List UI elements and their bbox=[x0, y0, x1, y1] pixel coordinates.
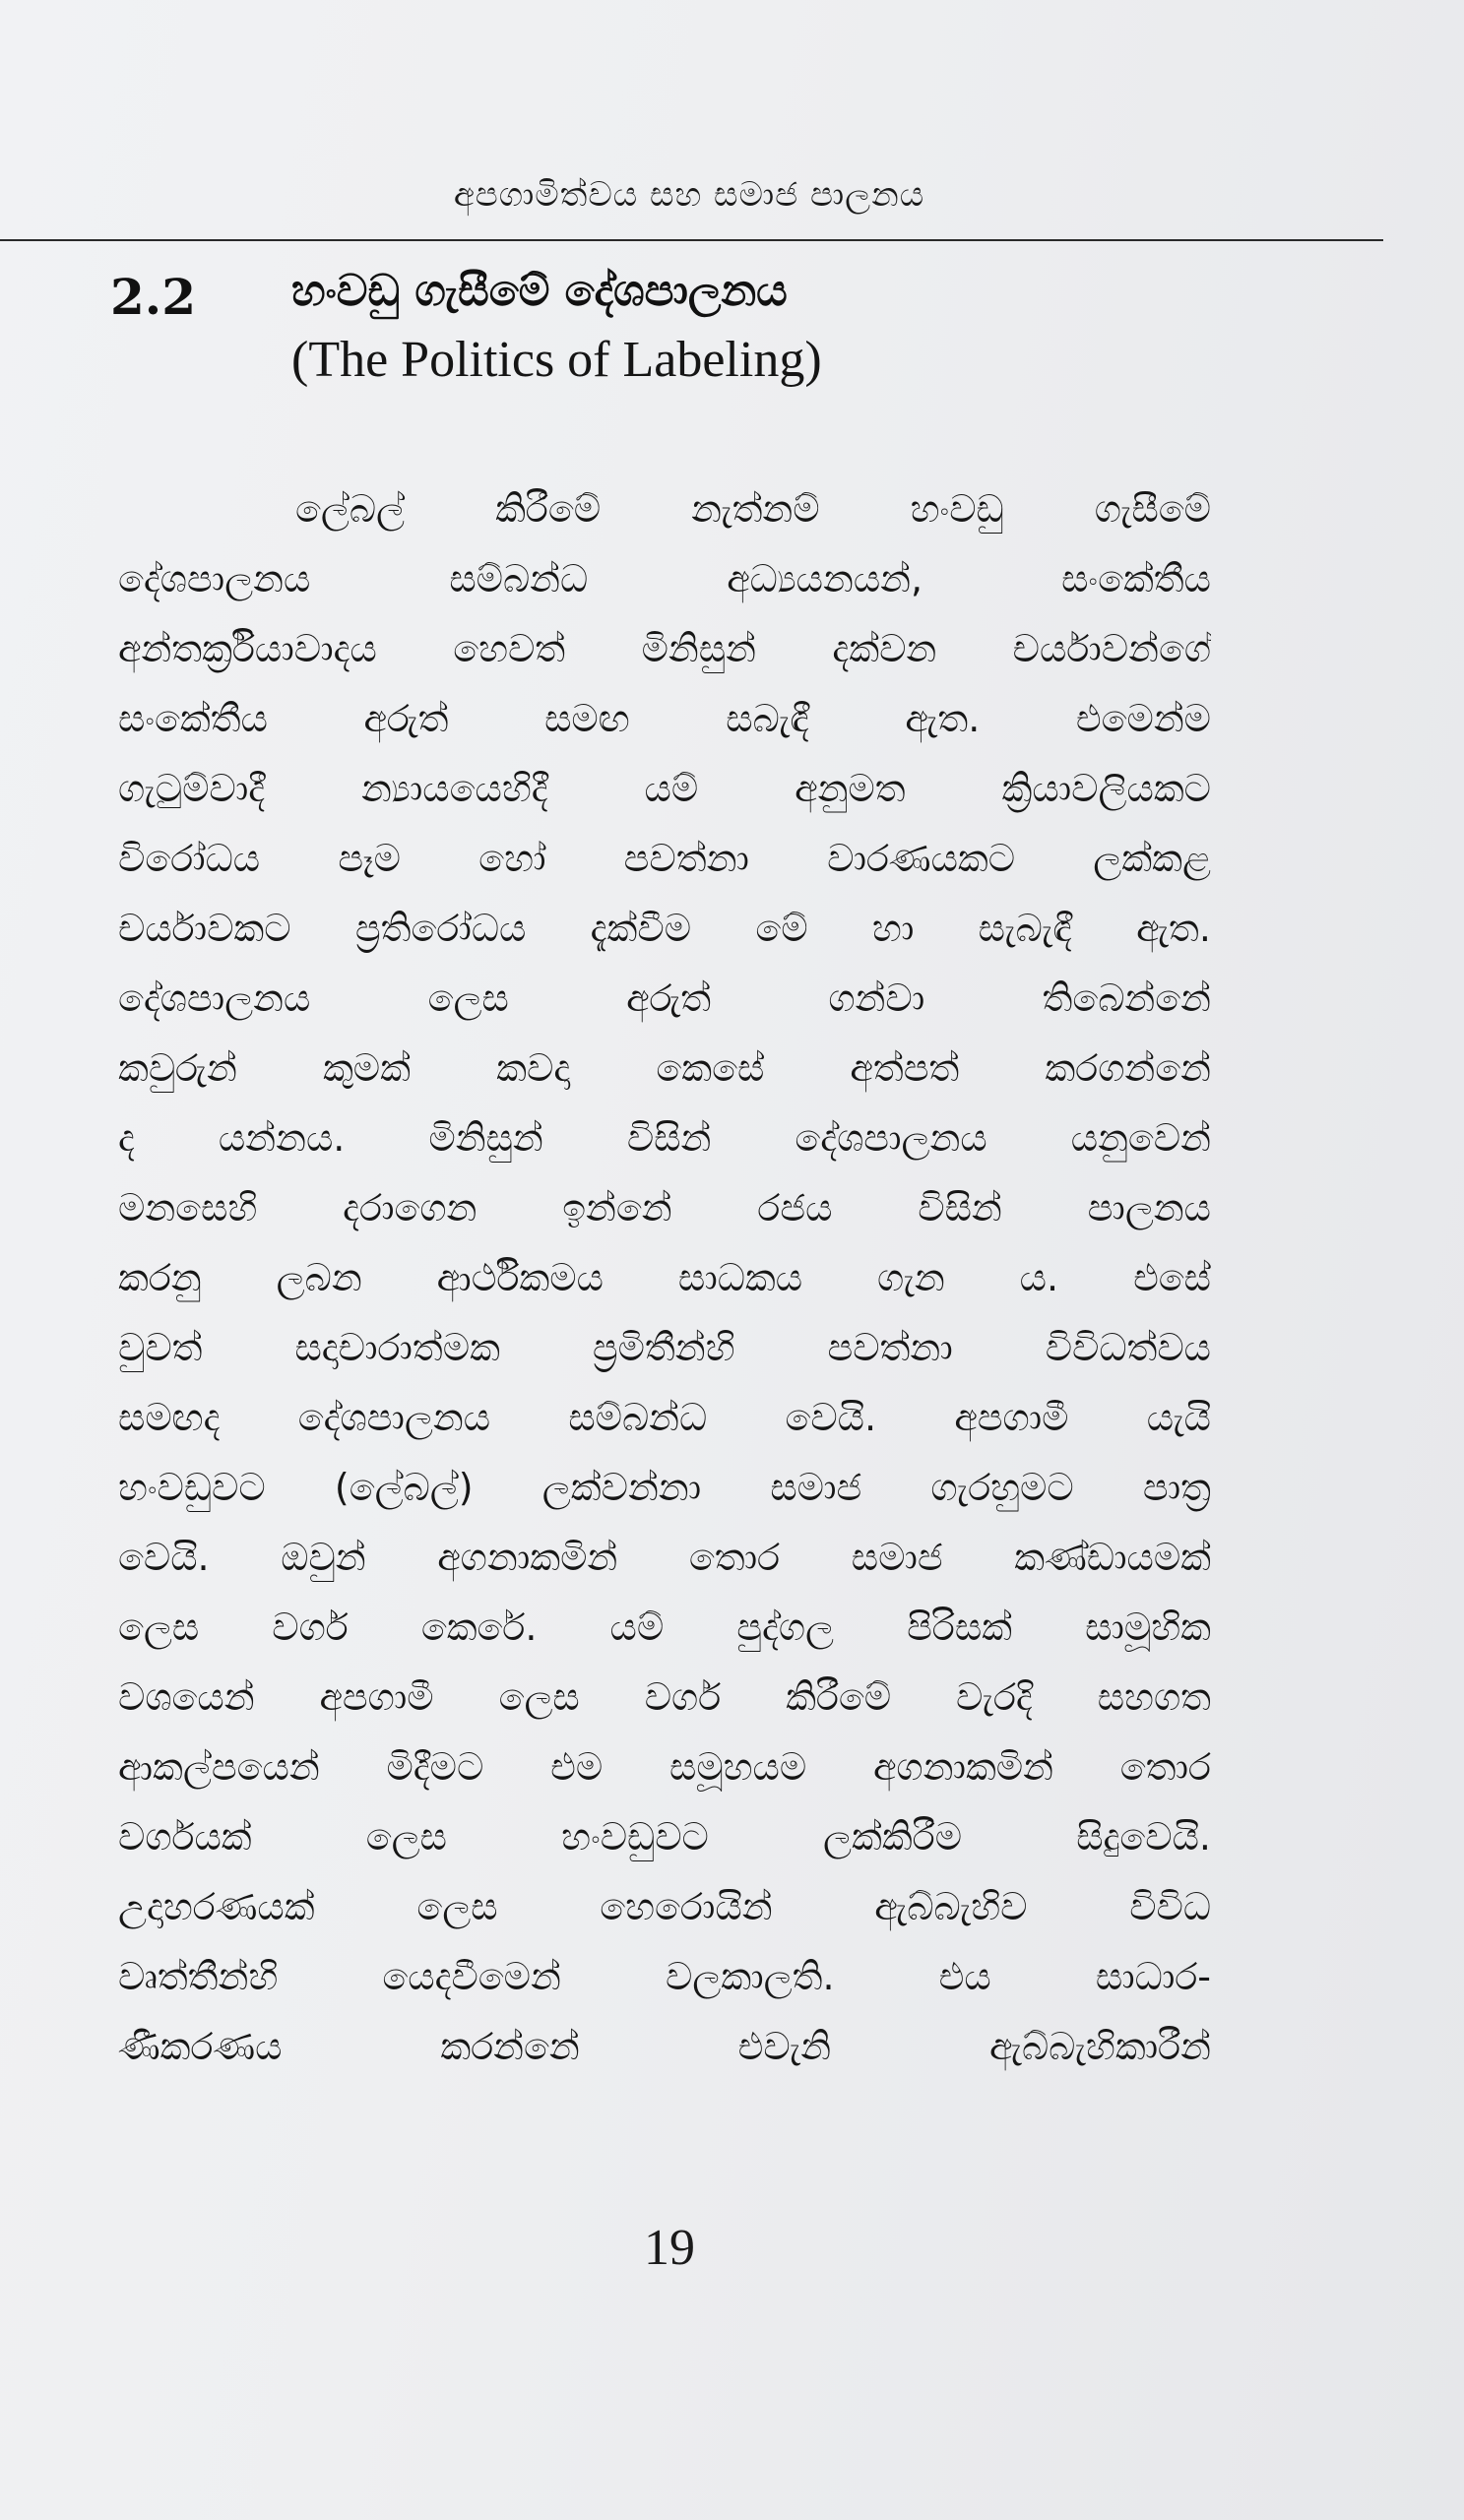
body-line: ලේබල් කිරීමේ නැත්නම් හංවඩු ගැසීමේ bbox=[295, 487, 1211, 531]
page-number: 19 bbox=[644, 2220, 695, 2276]
body-line: දේශපාලනය සම්බන්ධ අධ්‍යයනයන්, සංකේතීය bbox=[118, 557, 1211, 600]
section-number: 2.2 bbox=[110, 268, 196, 326]
body-line: වෙයි. ඔවුන් අගනාකමින් තොර සමාජ කණ්ඩායමක් bbox=[118, 1536, 1211, 1579]
body-line: ලෙස වර්ග කෙරේ. යම් පුද්ගල පිරිසක් සාමූහික bbox=[118, 1606, 1211, 1649]
body-line: සංකේතීය අරුත් සමඟ සබැඳී ඇත. එමෙන්ම bbox=[118, 697, 1211, 740]
body-line: ණීකරණය කරන්නේ එවැනි ඇබ්බැහිකාරීන් bbox=[118, 2025, 1211, 2068]
body-line: වශයෙන් අපගාමී ලෙස වර්ග කිරීමේ වැරදි සහගත bbox=[118, 1675, 1211, 1719]
header-rule bbox=[0, 239, 1383, 241]
body-line: සමඟද දේශපාලනය සම්බන්ධ වෙයි. අපගාමී යැයි bbox=[118, 1396, 1211, 1439]
body-line: ද යන්නය. මිනිසුන් විසින් දේශපාලනය යනුවෙන් bbox=[118, 1116, 1211, 1160]
section-subtitle: (The Politics of Labeling) bbox=[291, 332, 822, 388]
body-text bbox=[118, 474, 1211, 2082]
body-line: දේශපාලනය ලෙස අරුත් ගන්වා තිබෙන්නේ bbox=[118, 976, 1211, 1020]
body-line: වර්ගයක් ලෙස හංවඩුවට ලක්කිරීම සිදුවෙයි. bbox=[118, 1815, 1211, 1858]
body-line: විරෝධය පෑම හෝ පවත්නා වාරණයකට ලක්කළ bbox=[118, 837, 1211, 880]
running-head: අපගාමිත්වය සහ සමාජ පාලනය bbox=[453, 175, 925, 215]
body-line: කවුරුන් කුමක් කවදා කෙසේ අත්පත් කරගන්නේ bbox=[118, 1046, 1211, 1090]
body-line: හංවඩුවට (ලේබල්) ලක්වන්නා සමාජ ගැරහුමට පාත්‍ර bbox=[118, 1466, 1211, 1509]
body-line: කරනු ලබන ආර්ථිකමය සාධකය ගැන ය. එසේ bbox=[118, 1256, 1211, 1299]
body-line: ආකල්පයෙන් මිදීමට එම සමූහයම අගනාකමින් තොර bbox=[118, 1745, 1211, 1789]
body-line: මනසෙහි දරාගෙන ඉන්නේ රජය විසින් පාලනය bbox=[118, 1186, 1211, 1229]
body-line: ගැටුම්වාදී න්‍යායයෙහිදී යම් අනුමත ක්‍රියාවලියකට bbox=[118, 767, 1211, 810]
body-line: වෘත්තීන්හි යෙදවීමෙන් වලකාලති. එය සාධාර- bbox=[118, 1955, 1211, 1998]
body-line: චර්යාවකට ප්‍රතිරෝධය දැක්වීම මේ හා සැබැඳී ඇත. bbox=[118, 907, 1211, 950]
body-line: වුවත් සදාචාරාත්මක ප්‍රමිතීන්හි පවත්නා විවිධත්වය bbox=[118, 1326, 1211, 1369]
body-line: උදාහරණයක් ලෙස හෙරොයින් ඇබ්බැහිව විවිධ bbox=[118, 1885, 1211, 1928]
section-title: හංවඩු ගැසීමේ දේශපාලනය bbox=[291, 266, 788, 316]
body-line: අන්තර්ක්‍රියාවාදය හෙවත් මිනිසුන් දක්වන චර්යාවන්ගේ bbox=[118, 627, 1211, 670]
